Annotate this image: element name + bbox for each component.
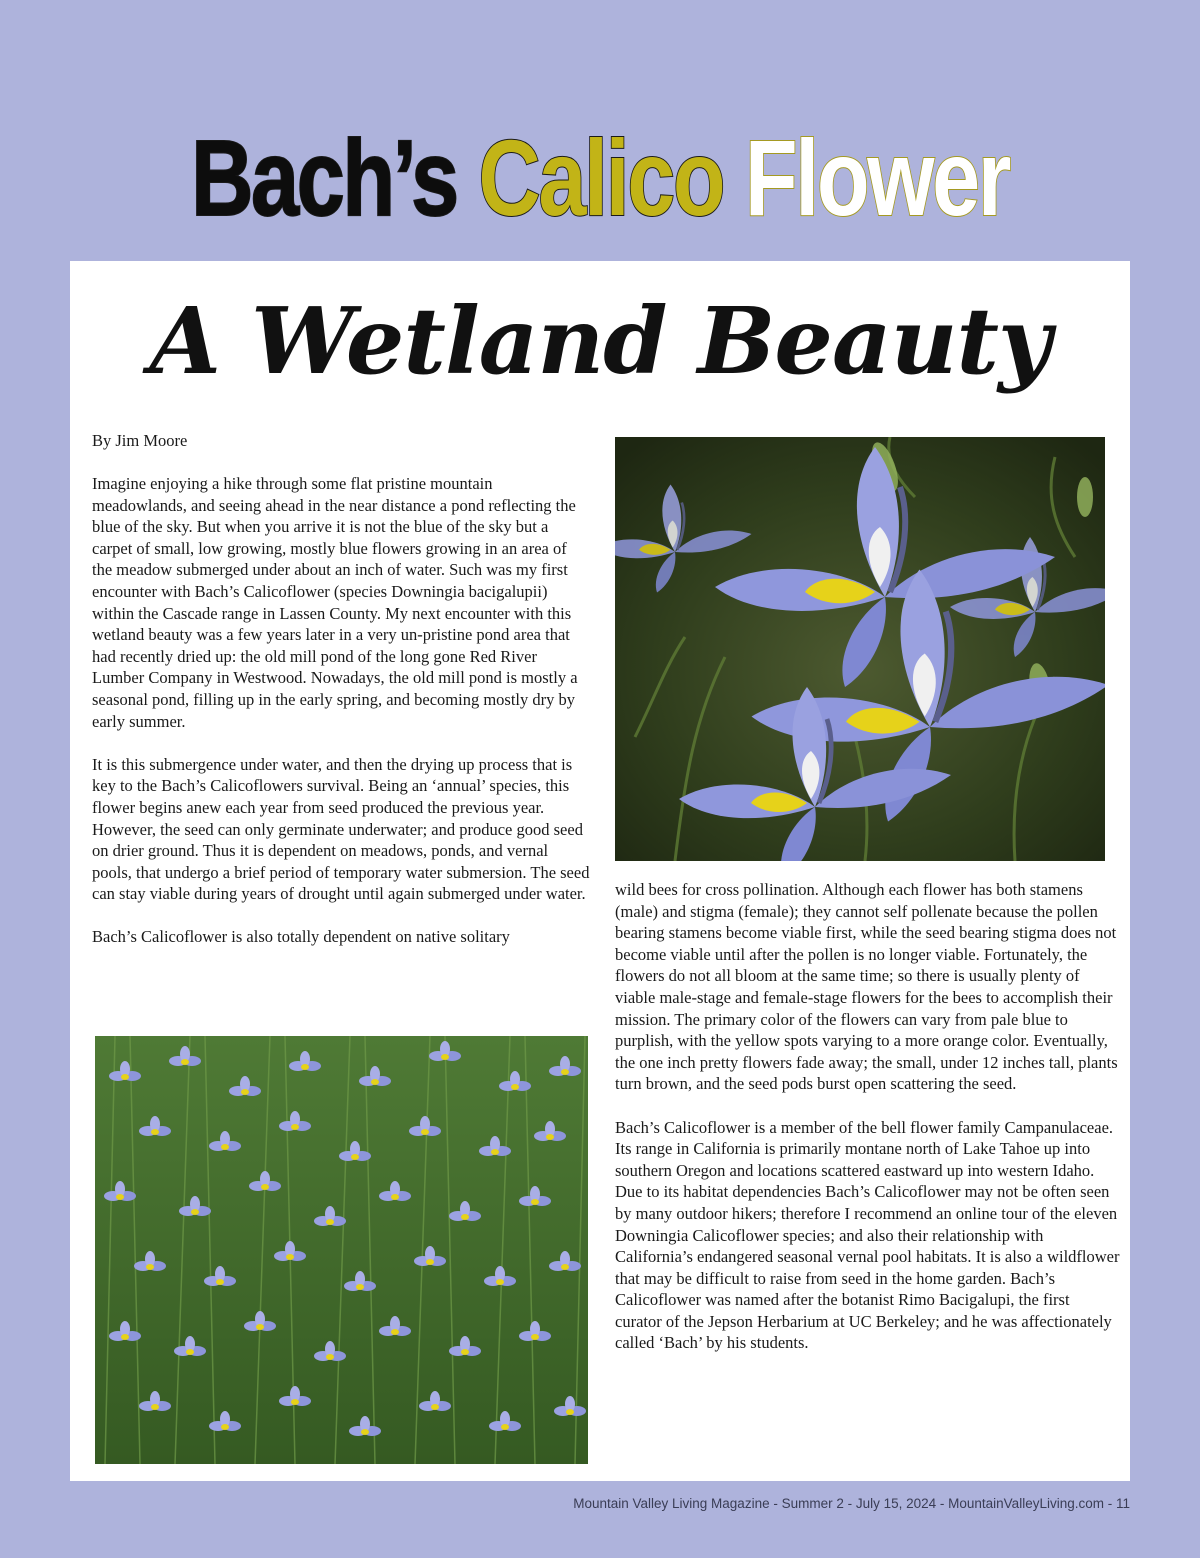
article-column-right (615, 879, 1120, 1376)
flower-closeup-illustration (615, 437, 1105, 861)
headline-word-calico: Calico (478, 117, 724, 238)
byline: By Jim Moore (92, 431, 188, 450)
article-panel (70, 261, 1130, 1481)
flower-field-photo (95, 1036, 588, 1464)
article-column-left (92, 473, 590, 970)
flower-closeup-photo (615, 437, 1105, 861)
paragraph: It is this submergence under water, and then the drying up process that is key to the Bach’s Calicoflowers survival. Being an ‘annual’ species, this flower begins anew each year from seed produced the previous year. However, the seed can only germinate underwater; and produce good seed on drier ground. Thus it is dependent on meadows, ponds, and vernal pools, that undergo a brief period of temporary water submersion. The seed can stay viable during years of drought until again submerged under water. (92, 754, 590, 904)
article-subtitle: A Wetland Beauty (149, 287, 1051, 395)
page-footer: Mountain Valley Living Magazine - Summer 2 - July 15, 2024 - MountainValleyLiving.com - 11 (573, 1496, 1130, 1511)
paragraph: wild bees for cross pollination. Although each flower has both stamens (male) and stigma (female); they cannot self pollenate because the pollen bearing stamens become viable first, while the seed bearing stigma does not become viable until after the pollen is no longer viable. Fortunately, the flowers do not all bloom at the same time; so there is usually plenty of viable male-stage and female-stage flowers for the bees to accomplish their mission. The primary color of the flowers can vary from pale blue to purplish, with the yellow spots varying to a more orange color. Eventually, the one inch pretty flowers fade away; the small, under 12 inches tall, plants turn brown, and the seed pods burst open scattering the seed. (615, 880, 1118, 1094)
paragraph: Bach’s Calicoflower is also totally dependent on native solitary (92, 927, 510, 947)
headline-word-bach: Bach’s (191, 117, 457, 238)
paragraph: Imagine enjoying a hike through some flat pristine mountain meadowlands, and seeing ahead in the near distance a pond reflecting the blue of the sky. But when you arrive it is not the blue of the sky but a carpet of small, low growing, mostly blue flowers growing in an area of the meadow submerged under about an inch of water. Such was my first encounter with Bach’s Calicoflower (species Downingia bacigalupii) within the Cascade range in Lassen County. My next encounter with this wetland beauty was a few years later in a very un-pristine pond area that had recently dried up: the old mill pond of the long gone Red River Lumber Company in Westwood. Nowadays, the old mill pond is mostly a seasonal pond, filling up in the early spring, and becoming mostly dry by early summer. (92, 474, 578, 731)
headline-word-flower: Flower (744, 117, 1009, 238)
headline (120, 108, 1080, 248)
flower-field-illustration (95, 1036, 588, 1464)
paragraph: Bach’s Calicoflower is a member of the bell flower family Campanulaceae. Its range in California is primarily montane north of Lake Tahoe up into southern Oregon and locations scattered eastward up into western Idaho. Due to its habitat dependencies Bach’s Calicoflower may not be often seen by many outdoor hikers; therefore I recommend an online tour of the eleven Downingia Calicoflower species; and also their relationship with California’s endangered seasonal vernal pool habitats. It is also a wildflower that may be difficult to raise from seed in the home garden. Bach’s Calicoflower was named after the botanist Rimo Bacigalupi, the first curator of the Jepson Herbarium at UC Berkeley; and he was affectionately called ‘Bach’ by his students. (615, 1117, 1120, 1353)
